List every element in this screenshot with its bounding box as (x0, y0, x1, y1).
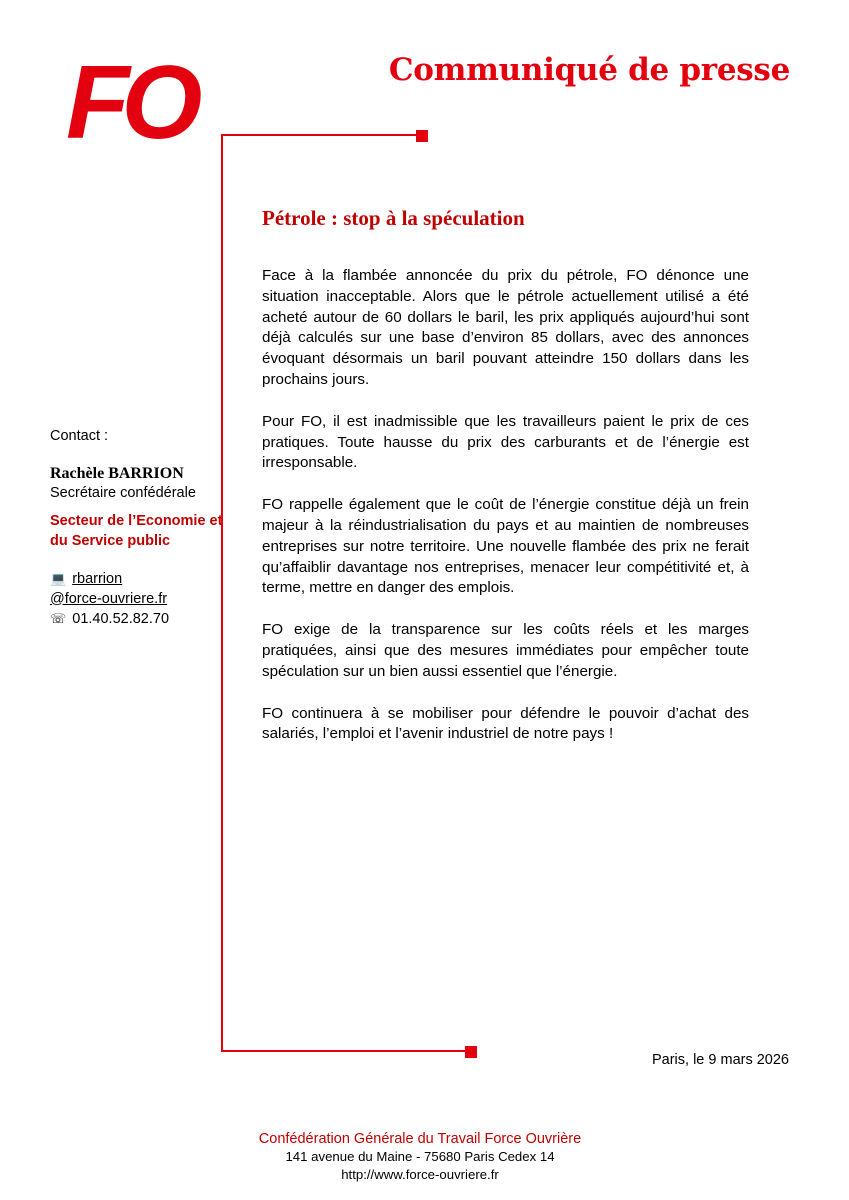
footer (200, 1130, 640, 1184)
contact-block (50, 427, 230, 630)
contact-label: Contact : (50, 428, 109, 444)
article-body (262, 266, 749, 766)
contact-phone: 01.40.52.82.70 (72, 611, 170, 627)
contact-email-domain[interactable]: @force-ouvriere.fr (50, 590, 168, 607)
contact-email-line[interactable] (50, 569, 230, 590)
article-paragraph: Face à la flambée annoncée du prix du pétrole, FO dénonce une situation inacceptable. Alors que le pétrole actuellement utilisé a été acheté autour de 60 dollars le baril, les prix appliqués aujourd’hui sont déjà calculés sur une base d’environ 85 dollars, avec des annonces évoquant désormais un baril pouvant atteindre 150 dollars dans les prochains jours. (262, 267, 749, 388)
fo-logo-graphic (64, 45, 195, 161)
computer-icon: 💻 (50, 571, 67, 586)
page-title: Communiqué de presse (388, 52, 790, 88)
article-paragraph: FO rappelle également que le coût de l’énergie constitue déjà un frein majeur à la réindustrialisation du pays et au maintien de nombreuses entreprises sur notre territoire. Une nouvelle flambée des prix ne ferait qu’affaiblir davantage nos entreprises, menacer leur compétitivité et, à terme, mettre en danger des emplois. (262, 496, 749, 597)
frame-top-line (221, 134, 421, 136)
contact-role: Secrétaire confédérale (50, 484, 196, 501)
contact-name: Rachèle BARRION (50, 464, 184, 482)
date-line: Paris, le 9 mars 2026 (651, 1052, 789, 1068)
article-paragraph: FO continuera à se mobiliser pour défendre le pouvoir d’achat des salariés, l’emploi et l’avenir industriel de notre pays ! (262, 704, 749, 743)
frame-bottom-square (465, 1046, 477, 1058)
phone-icon: ☏ (50, 611, 67, 626)
footer-organization: Confédération Générale du Travail Force Ouvrière (258, 1131, 582, 1147)
fo-logo (64, 45, 195, 161)
contact-phone-line (50, 609, 230, 630)
footer-address: 141 avenue du Maine - 75680 Paris Cedex 14 (285, 1149, 555, 1164)
article-paragraph: FO exige de la transparence sur les coûts réels et les marges pratiquées, ainsi que des mesures immédiates pour empêcher toute spéculation sur un bien aussi essentiel que l’énergie. (262, 621, 749, 680)
article-title: Pétrole : stop à la spéculation (262, 206, 525, 230)
frame-top-square (416, 130, 428, 142)
frame-bottom-line (221, 1050, 471, 1052)
contact-email-user[interactable]: rbarrion (72, 571, 123, 587)
contact-sector: Secteur de l’Economie et du Service public (50, 513, 223, 549)
article-paragraph: Pour FO, il est inadmissible que les travailleurs paient le prix de ces pratiques. Toute hausse du prix des carburants et de l’énergie est irresponsable. (262, 412, 749, 472)
footer-website-link[interactable]: http://www.force-ouvriere.fr (341, 1167, 499, 1182)
logo-text: FO (66, 45, 195, 161)
